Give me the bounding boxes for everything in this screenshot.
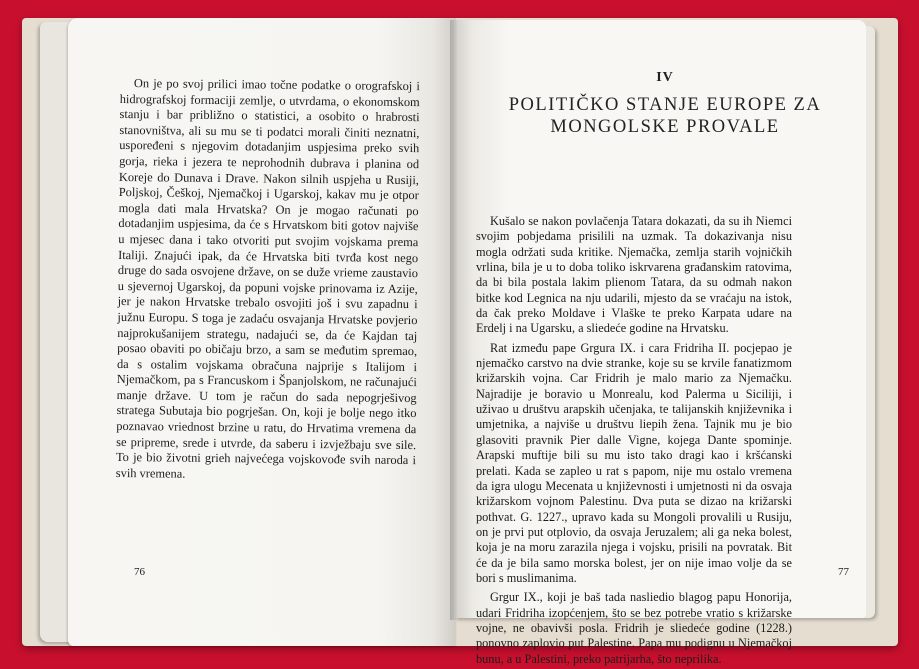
left-paragraph: On je po svoj prilici imao točne podatke o orografskoj i hidrografskoj formaciji zemlje, o utvrdama, o ekonomskom stanju i bar približno o statistici, a osobito o hrabrosti stanovništva, ali su mu se ti podatci morali činiti neznatni, uspoređeni s njegovim dotadanjim uspjesima preko svih gorja, rieka i jezera te neprohodnih dubrava i planina od Koreje do Dunava i Drave. Nakon silnih uspjeha u Rusiji, Poljskoj, Češkoj, Njemačkoj i Ugarskoj, kakav mu je otpor mogla dati mala Hrvatska? On je mogao računati po dotadanjim uspjesima, da će s Hrvatskom biti gotov najviše u mjesec dana i tako otvoriti put svojim vojskama prema Italiji. Znajući ipak, da će Hrvatska biti tvrđa kost nego druge do sada osvojene države, on se duže vrieme zaustavio u sjevernoj Ugarskoj, da popuni vojske prinovama iz Azije, jer je nakon Hrvatske trebalo osvojiti još i svu zapadnu i južnu Europu. S toga je zadaću osvajanja Hrvatske povjerio najprokušanijem strategu, nadajući se, da će Kajdan taj posao obaviti po običaju brzo, a sam se međutim spremao, da s ostalim vojskama obračuna najprije s Italijom i Njemačkom, pa s Francuskom i Španjolskom, ne računajući manje države. U tom je račun do sada nepogrješivog stratega Subutaja bio pogrješan. On, koji je bolje nego itko poznavao vriednost brzine u ratu, do Hrvatima vremena da se pripreme, srede i utvrde, da saberu i izvježbaju sve sile. To je bio životni grieh najvećega vojskovođe svih naroda i svih vremena. [115,76,420,481]
chapter-title [470,94,860,138]
right-paragraph: Kušalo se nakon povlačenja Tatara dokazati, da su ih Niemci svojim pobjedama prisilili na uzmak. Ta dokazivanja nisu mogla održati suda kritike. Njemačka, zemlja starih vojničkih vrlina, bila je u to doba toliko iskrvarena građanskim ratovima, da bi bila postala lakim plienom Tatara, da su odmah nakon bitke kod Legnica na nju udarili, mjesto da se vraćaju na istok, da čak preko Moldave i Vlaške te preko Karpata udare na Erdelj i na Ugarsku, a sliedeće godine na Hrvatsku. [476,214,792,336]
right-paragraph: Grgur IX., koji je baš tada nasliedio blagog papu Honorija, udari Fridriha izopćenjem, što se bez potrebe vratio s križarske vojne, ne obavivši posla. Fridrih je sliedeće godine (1228.) ponovno zaplovio put Palestine. Papa mu podignu u Njemačkoj bunu, a u Palestini, preko patrijarha, što neprilika. [476,590,792,666]
left-page-number: 76 [134,566,145,578]
book-gutter [450,20,458,620]
right-paragraph: Rat između pape Grgura IX. i cara Fridriha II. pocjepao je njemačko carstvo na dvie stranke, koje su se krvile fanatizmom križarskih vojna. Car Fridrih je malo mario za Njemačku. Najradije je boravio u Monrealu, kod Palerma u Siciliji, i uživao u društvu arapskih učenjaka, te talijanskih književnika i umjetnika, a najviše u društvu liepih žena. Tajnik mu je bio glasoviti pravnik Pier dalle Vigne, kojega Dante spominje. Arapski muftije bili su mu isto tako dragi kao i kršćanski prelati. Kada se zapleo u rat s papom, nije mu ostalo vremena da igra ulogu Mecenata u književnosti i umjetnosti ni da osvaja križarskom vojnom Palestinu. Dva puta se dizao na križarski pothvat. G. 1227., upravo kada su Mongoli provalili u Rusiju, on je prvi put otplovio, da osvaja Jeruzalem; ali ga neka bolest, koja je na moru zarazila njega i vojsku, prisili na povratak. Bit će da je bila samo morska bolest, jer on nije imao volje da se bori s muslimanima. [476,340,792,585]
left-page-text [116,76,420,485]
right-page-text [476,214,792,667]
right-page-number: 77 [838,566,849,578]
chapter-title-line: POLITIČKO STANJE EUROPE ZA [508,95,822,115]
chapter-number: IV [656,70,674,85]
chapter-title-line: MONGOLSKE PROVALE [550,117,780,137]
